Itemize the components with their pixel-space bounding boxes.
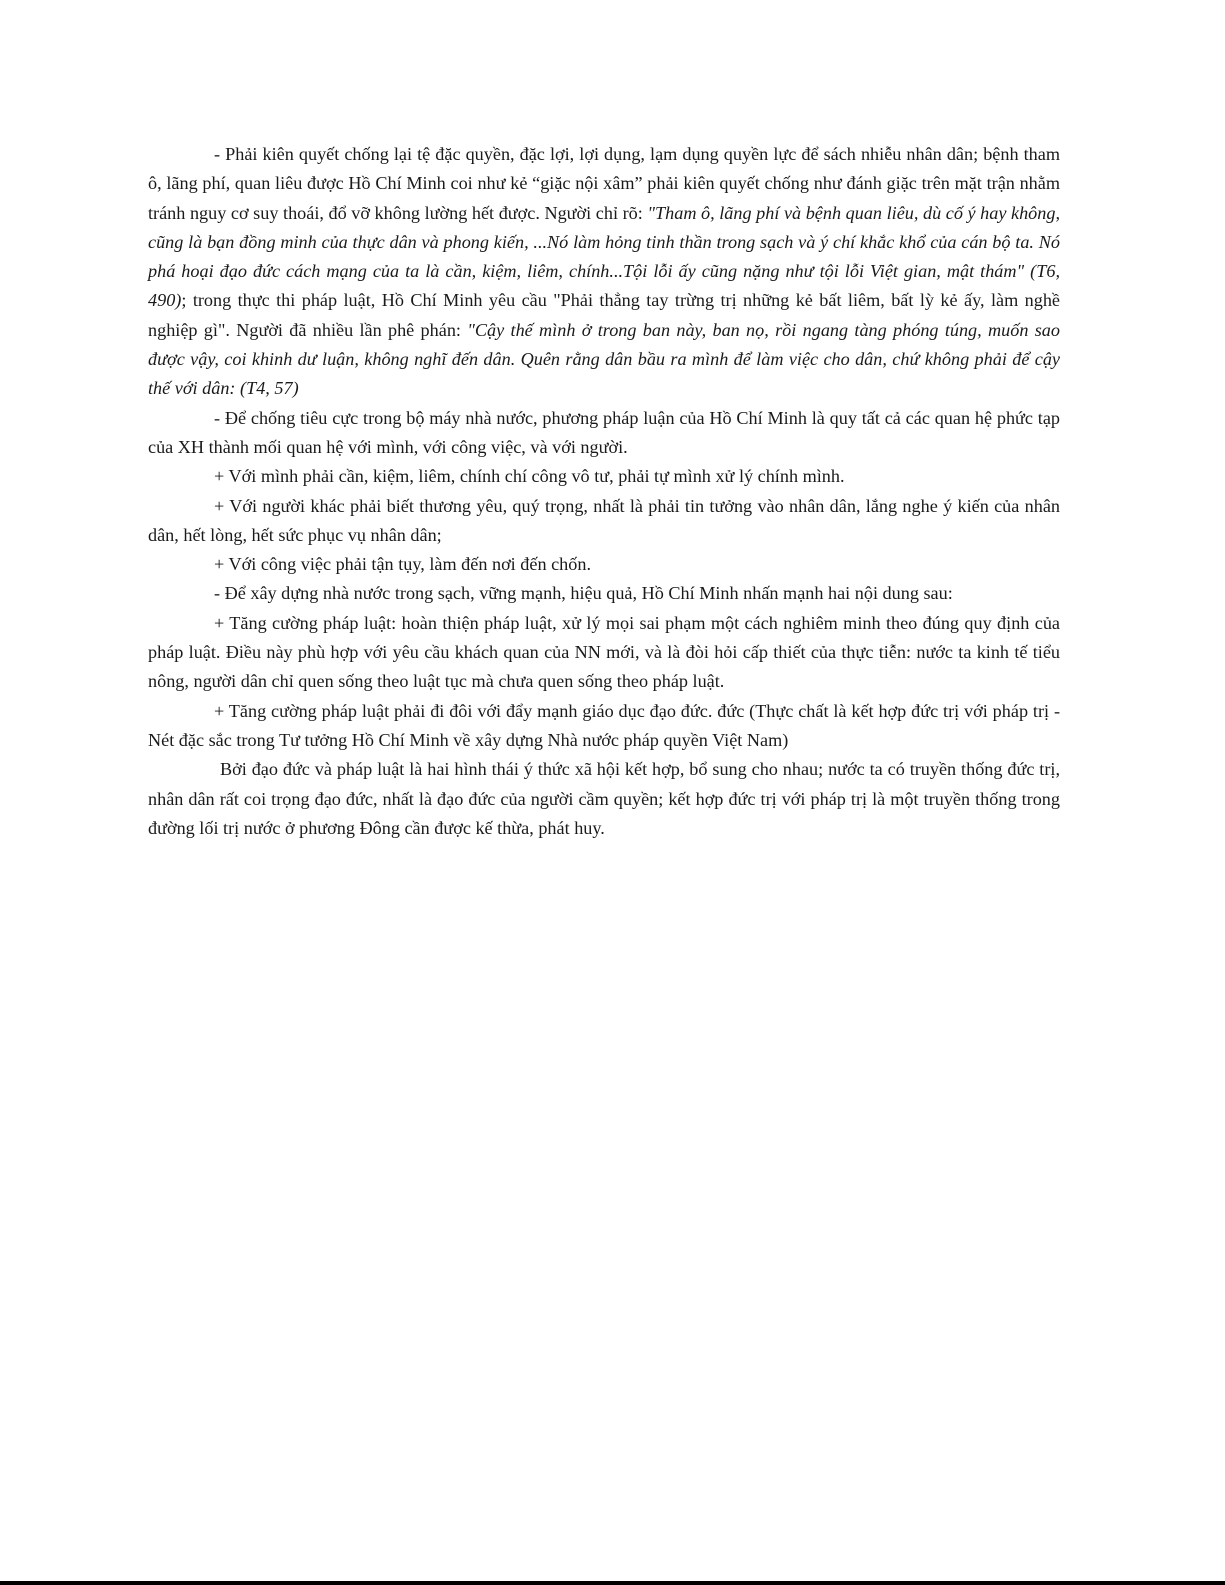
paragraph-methodology: - Để chống tiêu cực trong bộ máy nhà nước, phương pháp luận của Hồ Chí Minh là quy tất cả các quan hệ phức tạp của XH thành mối quan hệ với mình, với công việc, và với người. <box>148 407 1060 457</box>
paragraph-bullet-ethics: + Tăng cường pháp luật phải đi đôi với đẩy mạnh giáo dục đạo đức. đức (Thực chất là kết hợp đức trị với pháp trị - Nét đặc sắc trong Tư tưởng Hồ Chí Minh về xây dựng Nhà nước pháp quyền Việt Nam) <box>148 700 1060 750</box>
paragraph-state-building: - Để xây dựng nhà nước trong sạch, vững mạnh, hiệu quả, Hồ Chí Minh nhấn mạnh hai nội dung sau: <box>214 583 953 604</box>
paragraph-bullet-self: + Với mình phải cần, kiệm, liêm, chính chí công vô tư, phải tự mình xử lý chính mình. <box>214 466 845 487</box>
paragraph-conclusion: Bởi đạo đức và pháp luật là hai hình thái ý thức xã hội kết hợp, bổ sung cho nhau; nước ta có truyền thống đức trị, nhân dân rất coi trọng đạo đức, nhất là đạo đức của người cầm quyền; kết hợp đức trị với pháp trị là một truyền thống trong đường lối trị nước ở phương Đông cần được kế thừa, phát huy. <box>148 759 1060 838</box>
paragraph-bullet-others: + Với người khác phải biết thương yêu, quý trọng, nhất là phải tin tưởng vào nhân dân, lắng nghe ý kiến của nhân dân, hết lòng, hết sức phục vụ nhân dân; <box>148 495 1060 545</box>
document-body <box>148 140 1060 843</box>
paragraph-bullet-law: + Tăng cường pháp luật: hoàn thiện pháp luật, xử lý mọi sai phạm một cách nghiêm minh theo đúng quy định của pháp luật. Điều này phù hợp với yêu cầu khách quan của NN mới, và là đòi hỏi cấp thiết của thực tiễn: nước ta kinh tế tiểu nông, người dân chỉ quen sống theo luật tục mà chưa quen sống theo pháp luật. <box>148 612 1060 692</box>
paragraph-text: ; trong thực thi pháp luật, Hồ Chí Minh yêu cầu "Phải thẳng tay trừng trị những kẻ bất liêm, bất lỳ kẻ ấy, làm nghề nghiệp gì". Người đã nhiều lần phê phán: <box>148 290 1060 340</box>
quotation-text: "Tham ô, lãng phí và bệnh quan liêu, dù cố ý hay không, cũng là bạn đồng minh của thực dân và phong kiến, ...Nó làm hỏng tinh thần trong sạch và ý chí khắc khổ của cán bộ ta. Nó phá hoại đạo đức cách mạng của ta là cần, kiệm, liêm, chính...Tội lỗi ấy cũng nặng như tội lỗi Việt gian, mật thám" (T6, 490) <box>148 202 1060 311</box>
paragraph-text: - Phải kiên quyết chống lại tệ đặc quyền, đặc lợi, lợi dụng, lạm dụng quyền lực để sách nhiễu nhân dân; bệnh tham ô, lãng phí, quan liêu được Hồ Chí Minh coi như kẻ “giặc nội xâm” phải kiên quyết chống như đánh giặc trên mặt trận nhằm tránh nguy cơ suy thoái, đổ vỡ không lường hết được. Người chỉ rõ: <box>148 144 1060 223</box>
quotation-text: "Cậy thế mình ở trong ban này, ban nọ, rồi ngang tàng phóng túng, muốn sao được vậy, coi khinh dư luận, không nghĩ đến dân. Quên rằng dân bầu ra mình để làm việc cho dân, chứ không phải để cậy thế với dân: (T4, 57) <box>148 319 1060 399</box>
bottom-border <box>0 1581 1225 1585</box>
paragraph-bullet-work: + Với công việc phải tận tụy, làm đến nơi đến chốn. <box>214 554 591 575</box>
paragraph-anti-corruption <box>148 140 1060 404</box>
